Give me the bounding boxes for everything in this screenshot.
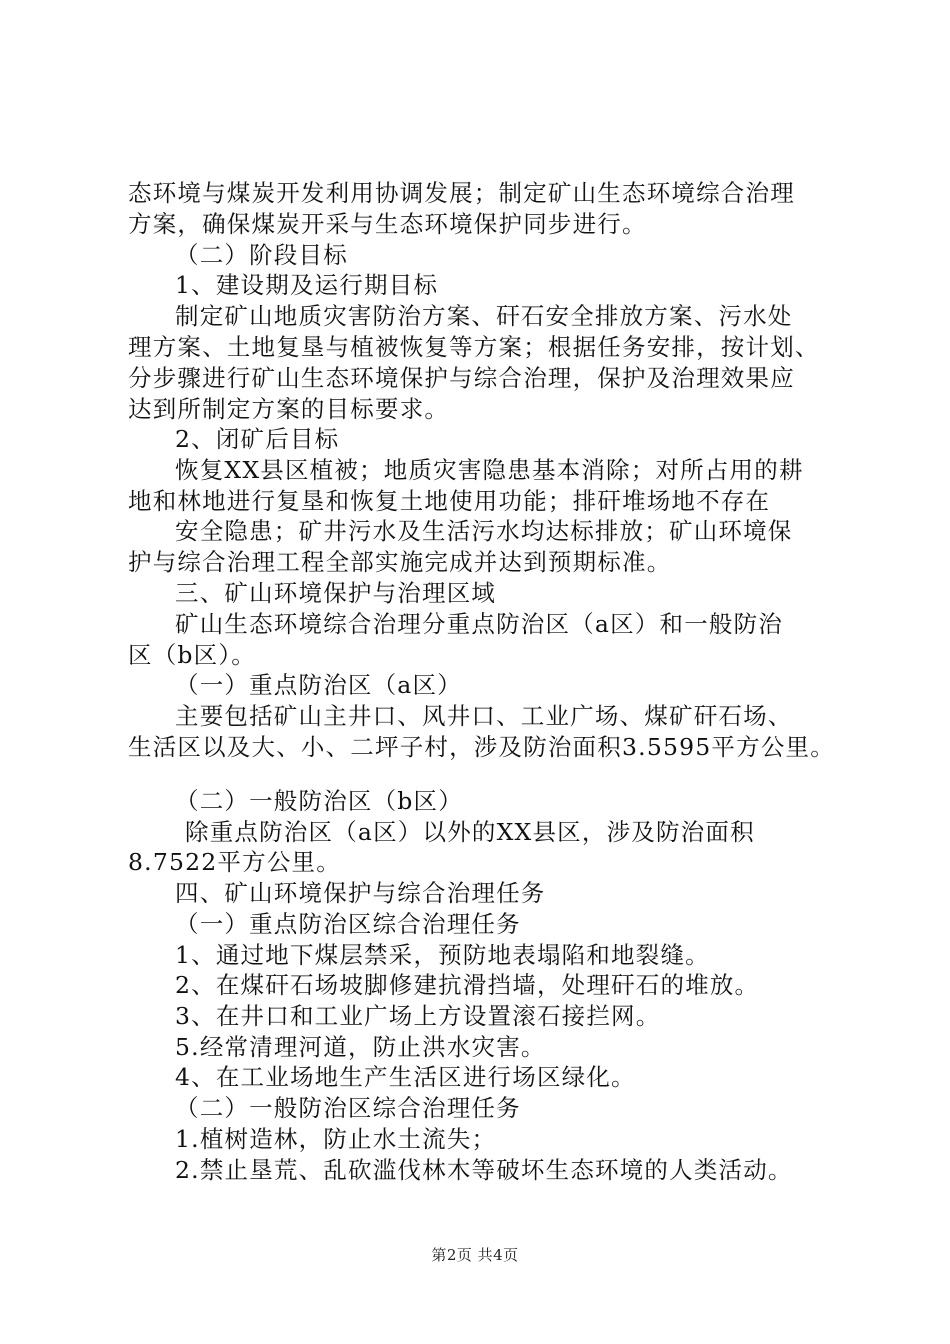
- body-line-10: 恢复XX县区植被；地质灾害隐患基本消除；对所占用的耕: [175, 456, 804, 484]
- subheading-general-zone-tasks: （二）一般防治区综合治理任务: [175, 1094, 521, 1122]
- task-item-4: 4、在工业场地生产生活区进行场区绿化。: [175, 1063, 636, 1091]
- body-line-21: 除重点防治区（a区）以外的XX县区，涉及防治面积: [185, 818, 755, 846]
- task-item-1: 1、通过地下煤层禁采，预防地表塌陷和地裂缝。: [175, 941, 710, 969]
- subheading-closure-goals: 2、闭矿后目标: [175, 425, 340, 453]
- page-number-footer: 第2页 共4页: [431, 1246, 519, 1264]
- section-heading-stage-goals: （二）阶段目标: [175, 241, 348, 269]
- section-heading-three: 三、矿山环境保护与治理区域: [175, 579, 497, 607]
- body-line-22: 8.7522平方公里。: [128, 848, 341, 876]
- body-line-7: 分步骤进行矿山生态环境保护与综合治理，保护及治理效果应: [128, 364, 795, 392]
- body-line-12: 安全隐患；矿井污水及生活污水均达标排放；矿山环境保: [175, 517, 793, 545]
- task-item-2: 2、在煤矸石场坡脚修建抗滑挡墙，处理矸石的堆放。: [175, 971, 760, 999]
- subheading-construction-goals: 1、建设期及运行期目标: [175, 271, 439, 299]
- subheading-key-zone: （一）重点防治区（a区）: [175, 671, 462, 699]
- body-line-11: 地和林地进行复垦和恢复土地使用功能；排矸堆场地不存在: [128, 487, 771, 515]
- body-line-1: 态环境与煤炭开发利用协调发展；制定矿山生态环境综合治理: [128, 179, 795, 207]
- body-line-6: 理方案、土地复垦与植被恢复等方案；根据任务安排，按计划、: [128, 333, 820, 361]
- body-line-16: 区（b区）。: [128, 641, 256, 669]
- section-heading-four: 四、矿山环境保护与综合治理任务: [175, 879, 546, 907]
- subheading-general-zone: （二）一般防治区（b区）: [175, 787, 463, 815]
- body-line-15: 矿山生态环境综合治理分重点防治区（a区）和一般防治: [175, 610, 784, 638]
- body-line-2: 方案，确保煤炭开采与生态环境保护同步进行。: [128, 210, 647, 238]
- body-line-13: 护与综合治理工程全部实施完成并达到预期标准。: [128, 548, 672, 576]
- general-task-item-1: 1.植树造林，防止水土流失；: [175, 1125, 497, 1153]
- body-line-8: 达到所制定方案的目标要求。: [128, 395, 450, 423]
- body-line-5: 制定矿山地质灾害防治方案、矸石安全排放方案、污水处: [175, 302, 793, 330]
- general-task-item-2: 2.禁止垦荒、乱砍滥伐林木等破坏生态环境的人类活动。: [175, 1156, 793, 1184]
- body-line-19: 生活区以及大、小、二坪子村，涉及防治面积3.5595平方公里。: [128, 733, 835, 761]
- body-line-18: 主要包括矿山主井口、风井口、工业广场、煤矿矸石场、: [175, 702, 793, 730]
- task-item-5: 5.经常清理河道，防止洪水灾害。: [175, 1033, 546, 1061]
- subheading-key-zone-tasks: （一）重点防治区综合治理任务: [175, 910, 521, 938]
- task-item-3: 3、在井口和工业广场上方设置滚石接拦网。: [175, 1002, 661, 1030]
